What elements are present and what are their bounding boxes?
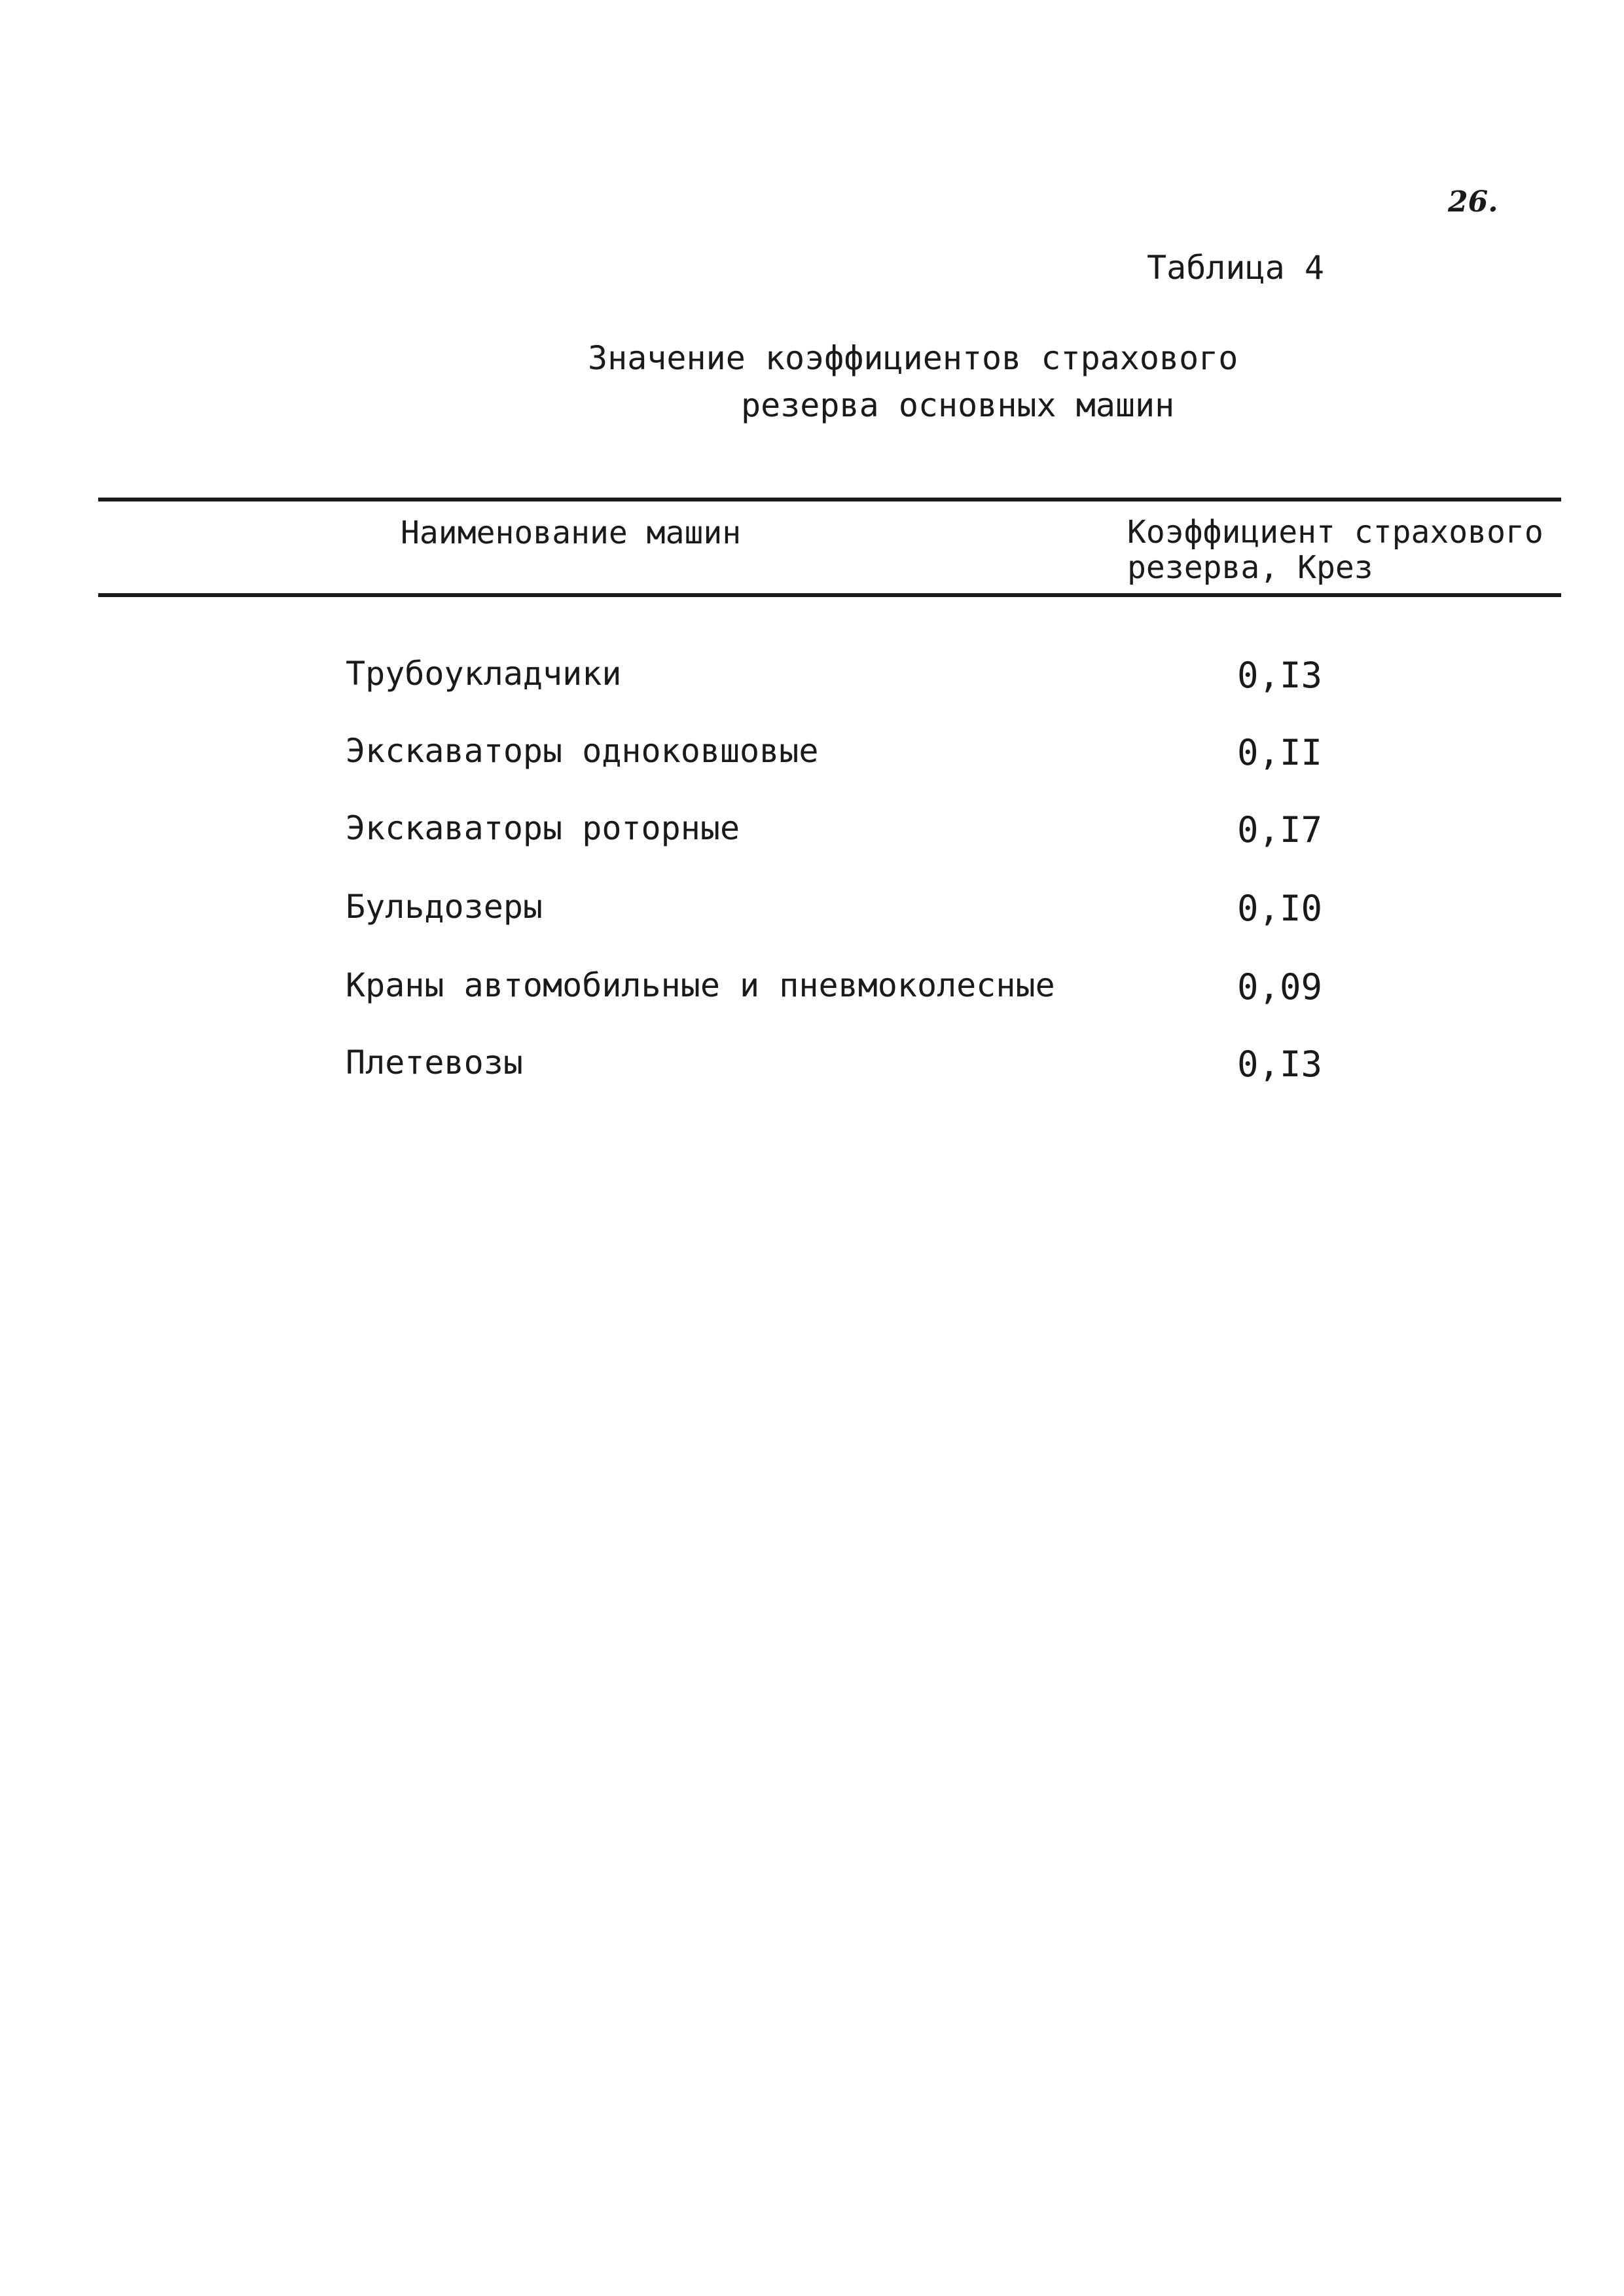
table-row xyxy=(0,809,1624,862)
machine-name: Экскаваторы роторные xyxy=(346,809,740,847)
machine-name: Плетевозы xyxy=(346,1044,523,1082)
machine-name: Трубоукладчики xyxy=(346,655,622,693)
table-row xyxy=(0,966,1624,1019)
machine-name: Бульдозеры xyxy=(346,888,543,926)
table-row xyxy=(0,655,1624,707)
coefficient-value: 0,I3 xyxy=(1237,655,1323,696)
table-row xyxy=(0,732,1624,784)
table-row xyxy=(0,1044,1624,1096)
page-number: 26. xyxy=(1448,185,1498,219)
coefficient-value: 0,II xyxy=(1237,732,1323,773)
table-row xyxy=(0,888,1624,940)
coefficient-value: 0,I0 xyxy=(1237,888,1323,929)
coefficient-value: 0,I7 xyxy=(1237,809,1323,850)
coefficient-value: 0,09 xyxy=(1237,966,1323,1008)
table-header-rule xyxy=(98,593,1561,597)
column-header-coefficient xyxy=(1127,515,1543,585)
column-header-coefficient-line-1: Коэффициент страхового xyxy=(1127,514,1543,551)
table-top-rule xyxy=(98,498,1561,501)
machine-name: Экскаваторы одноковшовые xyxy=(346,732,819,770)
column-header-name: Наименование машин xyxy=(401,515,742,551)
table-label: Таблица 4 xyxy=(1147,249,1324,287)
table-caption-line-2: резерва основных машин xyxy=(741,386,1175,424)
coefficient-value: 0,I3 xyxy=(1237,1044,1323,1085)
table-caption-line-1: Значение коэффициентов страхового xyxy=(588,339,1238,377)
column-header-coefficient-line-2: резерва, Крез xyxy=(1127,549,1373,586)
machine-name: Краны автомобильные и пневмоколесные xyxy=(346,966,1055,1004)
